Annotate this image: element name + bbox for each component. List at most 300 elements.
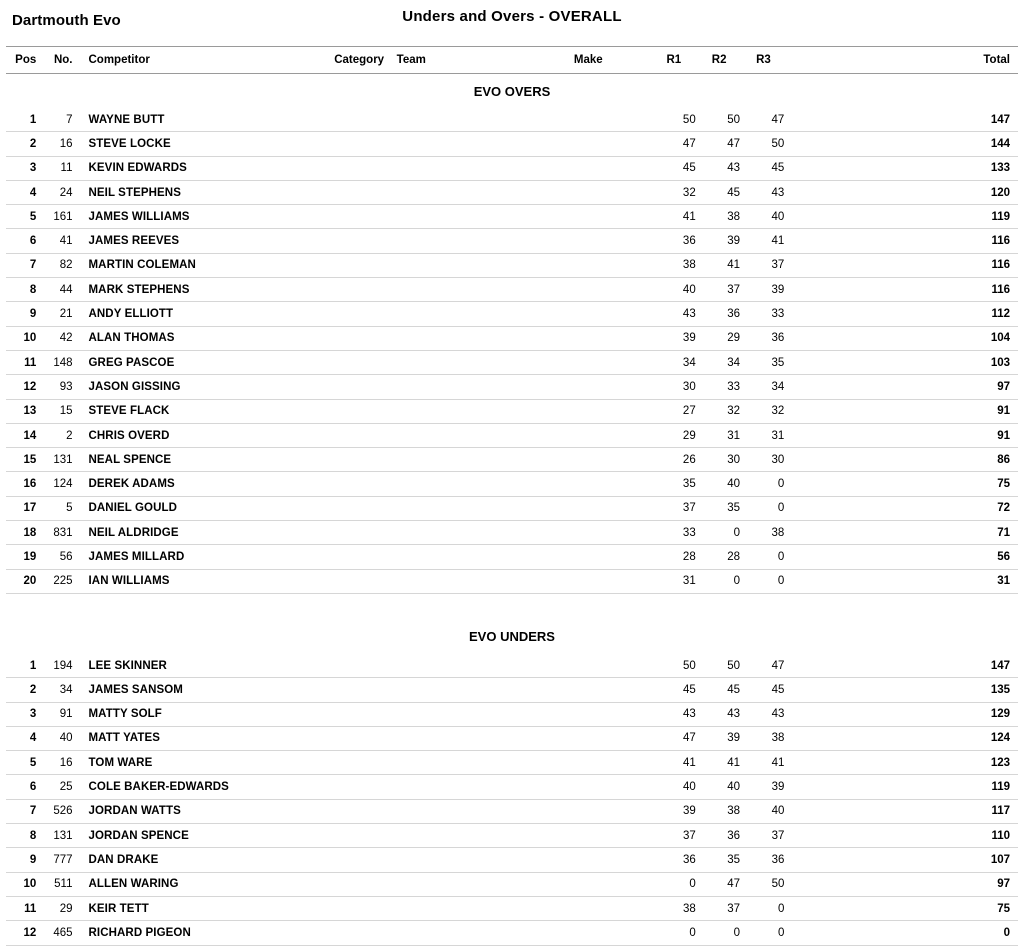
score-r3: 41 (752, 751, 796, 775)
score-r3: 0 (752, 496, 796, 520)
row-spacer (796, 848, 947, 872)
row-spacer (796, 108, 947, 132)
score-r3: 43 (752, 702, 796, 726)
score-total: 107 (947, 848, 1018, 872)
row-spacer (796, 654, 947, 678)
competitor-make (574, 132, 663, 156)
score-r2: 41 (708, 751, 752, 775)
score-r1: 33 (662, 521, 707, 545)
competitor-number: 526 (44, 799, 82, 823)
competitor-make (574, 375, 663, 399)
table-row (6, 654, 1018, 678)
competitor-make (574, 326, 663, 350)
result-position: 7 (6, 799, 44, 823)
row-spacer (796, 726, 947, 750)
table-row (6, 496, 1018, 520)
competitor-category (334, 156, 396, 180)
score-r3: 36 (752, 848, 796, 872)
table-row (6, 872, 1018, 896)
competitor-name: NEIL STEPHENS (83, 180, 335, 204)
score-total: 112 (947, 302, 1018, 326)
table-row (6, 180, 1018, 204)
score-r2: 45 (708, 180, 752, 204)
competitor-team (397, 326, 574, 350)
competitor-number: 16 (44, 751, 82, 775)
result-position: 11 (6, 896, 44, 920)
competitor-make (574, 726, 663, 750)
score-total: 97 (947, 375, 1018, 399)
competitor-number: 16 (44, 132, 82, 156)
competitor-name: GREG PASCOE (83, 350, 335, 374)
table-row (6, 399, 1018, 423)
score-r1: 32 (662, 180, 707, 204)
score-r1: 36 (662, 848, 707, 872)
row-spacer (796, 921, 947, 945)
competitor-number: 124 (44, 472, 82, 496)
row-spacer (796, 824, 947, 848)
row-spacer (796, 302, 947, 326)
score-total: 71 (947, 521, 1018, 545)
competitor-category (334, 702, 396, 726)
score-r3: 38 (752, 726, 796, 750)
table-row (6, 702, 1018, 726)
competitor-team (397, 423, 574, 447)
competitor-team (397, 726, 574, 750)
row-spacer (796, 545, 947, 569)
row-spacer (796, 472, 947, 496)
table-row (6, 302, 1018, 326)
score-r3: 31 (752, 423, 796, 447)
section-title: EVO UNDERS (469, 629, 555, 645)
competitor-make (574, 229, 663, 253)
result-position: 15 (6, 448, 44, 472)
column-header-make: Make (573, 54, 603, 66)
score-r1: 50 (662, 108, 707, 132)
section-title: EVO OVERS (473, 83, 551, 99)
competitor-number: 225 (44, 569, 82, 593)
competitor-category (334, 205, 396, 229)
competitor-name: ALAN THOMAS (83, 326, 335, 350)
table-row (6, 896, 1018, 920)
row-spacer (796, 448, 947, 472)
result-position: 11 (6, 350, 44, 374)
competitor-name: CHRIS OVERD (83, 423, 335, 447)
competitor-number: 465 (44, 921, 82, 945)
competitor-make (574, 180, 663, 204)
competitor-category (334, 229, 396, 253)
result-position: 18 (6, 521, 44, 545)
competitor-category (334, 472, 396, 496)
result-position: 14 (6, 423, 44, 447)
competitor-name: DAN DRAKE (83, 848, 335, 872)
column-header-spacer (796, 47, 947, 74)
result-position: 3 (6, 702, 44, 726)
competitor-name: JAMES REEVES (83, 229, 335, 253)
competitor-category (334, 350, 396, 374)
competitor-category (334, 824, 396, 848)
result-position: 12 (6, 375, 44, 399)
competitor-number: 42 (44, 326, 82, 350)
score-r2: 39 (708, 726, 752, 750)
competitor-team (397, 872, 574, 896)
score-r2: 45 (708, 678, 752, 702)
score-r3: 47 (752, 654, 796, 678)
row-spacer (796, 180, 947, 204)
score-r3: 32 (752, 399, 796, 423)
result-position: 5 (6, 751, 44, 775)
competitor-name: NEIL ALDRIDGE (83, 521, 335, 545)
score-r1: 27 (662, 399, 707, 423)
competitor-team (397, 180, 574, 204)
competitor-number: 511 (44, 872, 82, 896)
row-spacer (796, 229, 947, 253)
competitor-category (334, 326, 396, 350)
competitor-team (397, 775, 574, 799)
result-position: 3 (6, 156, 44, 180)
competitor-category (334, 423, 396, 447)
score-r3: 45 (752, 156, 796, 180)
section-spacer (6, 593, 1018, 620)
row-spacer (796, 132, 947, 156)
row-spacer (796, 799, 947, 823)
row-spacer (796, 253, 947, 277)
competitor-number: 41 (44, 229, 82, 253)
competitor-name: NEAL SPENCE (83, 448, 335, 472)
competitor-category (334, 896, 396, 920)
score-r1: 26 (662, 448, 707, 472)
score-r2: 33 (708, 375, 752, 399)
row-spacer (796, 896, 947, 920)
competitor-number: 161 (44, 205, 82, 229)
result-position: 8 (6, 824, 44, 848)
competitor-category (334, 726, 396, 750)
score-r2: 36 (708, 302, 752, 326)
competitor-team (397, 375, 574, 399)
competitor-team (397, 156, 574, 180)
competitor-name: TOM WARE (83, 751, 335, 775)
competitor-team (397, 896, 574, 920)
column-header-competitor: Competitor (88, 54, 150, 66)
column-header-r2: R2 (711, 54, 727, 66)
competitor-make (574, 775, 663, 799)
section-table (6, 620, 1018, 946)
competitor-category (334, 253, 396, 277)
competitor-name: MATTY SOLF (83, 702, 335, 726)
table-row (6, 824, 1018, 848)
competitor-name: DANIEL GOULD (83, 496, 335, 520)
document-header (6, 0, 1018, 46)
competitor-category (334, 302, 396, 326)
competitor-category (334, 278, 396, 302)
competitor-team (397, 654, 574, 678)
results-sections (6, 74, 1018, 946)
competitor-team (397, 702, 574, 726)
competitor-make (574, 799, 663, 823)
score-total: 91 (947, 423, 1018, 447)
competitor-team (397, 350, 574, 374)
column-header-team: Team (396, 54, 426, 66)
results-body (6, 47, 1018, 75)
page-title: Unders and Overs - OVERALL (402, 8, 622, 25)
column-header-no: No. (53, 54, 73, 66)
table-row (6, 278, 1018, 302)
competitor-name: MATT YATES (83, 726, 335, 750)
competitor-category (334, 399, 396, 423)
competitor-name: JORDAN SPENCE (83, 824, 335, 848)
score-total: 123 (947, 751, 1018, 775)
competitor-number: 82 (44, 253, 82, 277)
section-table (6, 74, 1018, 620)
competitor-name: JAMES MILLARD (83, 545, 335, 569)
score-r2: 37 (708, 896, 752, 920)
score-total: 119 (947, 205, 1018, 229)
score-r3: 0 (752, 896, 796, 920)
result-position: 13 (6, 399, 44, 423)
competitor-category (334, 496, 396, 520)
score-r1: 41 (662, 751, 707, 775)
competitor-team (397, 108, 574, 132)
competitor-number: 29 (44, 896, 82, 920)
score-r2: 50 (708, 108, 752, 132)
score-r2: 43 (708, 156, 752, 180)
competitor-make (574, 253, 663, 277)
score-r3: 50 (752, 872, 796, 896)
competitor-number: 7 (44, 108, 82, 132)
competitor-category (334, 569, 396, 593)
results-table (6, 46, 1018, 74)
competitor-name: KEVIN EDWARDS (83, 156, 335, 180)
result-position: 9 (6, 848, 44, 872)
score-total: 147 (947, 654, 1018, 678)
competitor-team (397, 448, 574, 472)
competitor-category (334, 654, 396, 678)
competitor-team (397, 399, 574, 423)
score-r1: 28 (662, 545, 707, 569)
score-r3: 35 (752, 350, 796, 374)
score-r1: 39 (662, 799, 707, 823)
score-r1: 38 (662, 896, 707, 920)
score-r2: 39 (708, 229, 752, 253)
row-spacer (796, 423, 947, 447)
competitor-category (334, 521, 396, 545)
competitor-team (397, 569, 574, 593)
competitor-team (397, 496, 574, 520)
score-r1: 37 (662, 496, 707, 520)
competitor-make (574, 678, 663, 702)
score-total: 56 (947, 545, 1018, 569)
score-r2: 29 (708, 326, 752, 350)
competitor-category (334, 921, 396, 945)
result-position: 4 (6, 726, 44, 750)
competitor-make (574, 848, 663, 872)
score-r3: 40 (752, 205, 796, 229)
competitor-number: 44 (44, 278, 82, 302)
competitor-name: STEVE FLACK (83, 399, 335, 423)
competitor-name: STEVE LOCKE (83, 132, 335, 156)
competitor-number: 15 (44, 399, 82, 423)
competitor-name: MARK STEPHENS (83, 278, 335, 302)
score-r1: 47 (662, 132, 707, 156)
score-r1: 0 (662, 872, 707, 896)
column-header-total: Total (983, 54, 1010, 66)
score-r2: 0 (708, 521, 752, 545)
competitor-category (334, 545, 396, 569)
row-spacer (796, 872, 947, 896)
competitor-make (574, 472, 663, 496)
score-total: 75 (947, 896, 1018, 920)
competitor-team (397, 799, 574, 823)
result-position: 12 (6, 921, 44, 945)
score-r2: 38 (708, 799, 752, 823)
competitor-name: ANDY ELLIOTT (83, 302, 335, 326)
competitor-category (334, 848, 396, 872)
score-r3: 39 (752, 278, 796, 302)
table-row (6, 253, 1018, 277)
result-position: 10 (6, 872, 44, 896)
row-spacer (796, 326, 947, 350)
table-row (6, 775, 1018, 799)
score-r3: 37 (752, 824, 796, 848)
score-r2: 34 (708, 350, 752, 374)
row-spacer (796, 521, 947, 545)
result-position: 17 (6, 496, 44, 520)
table-row (6, 156, 1018, 180)
table-row (6, 108, 1018, 132)
competitor-team (397, 678, 574, 702)
column-header-r1: R1 (666, 54, 682, 66)
competitor-team (397, 205, 574, 229)
competitor-name: JAMES WILLIAMS (83, 205, 335, 229)
score-r1: 47 (662, 726, 707, 750)
score-r1: 31 (662, 569, 707, 593)
competitor-make (574, 545, 663, 569)
score-r2: 38 (708, 205, 752, 229)
competitor-make (574, 521, 663, 545)
table-row (6, 799, 1018, 823)
score-r1: 34 (662, 350, 707, 374)
table-row (6, 848, 1018, 872)
row-spacer (796, 156, 947, 180)
competitor-number: 131 (44, 448, 82, 472)
competitor-name: JAMES SANSOM (83, 678, 335, 702)
competitor-name: MARTIN COLEMAN (83, 253, 335, 277)
result-position: 9 (6, 302, 44, 326)
result-position: 6 (6, 229, 44, 253)
result-position: 20 (6, 569, 44, 593)
column-header-pos: Pos (15, 54, 37, 66)
score-total: 144 (947, 132, 1018, 156)
table-row (6, 751, 1018, 775)
competitor-make (574, 824, 663, 848)
score-r3: 41 (752, 229, 796, 253)
competitor-make (574, 156, 663, 180)
score-total: 103 (947, 350, 1018, 374)
competitor-number: 11 (44, 156, 82, 180)
score-r3: 37 (752, 253, 796, 277)
score-r3: 0 (752, 545, 796, 569)
competitor-make (574, 751, 663, 775)
competitor-category (334, 132, 396, 156)
table-row (6, 375, 1018, 399)
table-row (6, 448, 1018, 472)
competitor-team (397, 253, 574, 277)
column-header-row (6, 47, 1018, 74)
score-r1: 45 (662, 678, 707, 702)
score-total: 135 (947, 678, 1018, 702)
score-r2: 31 (708, 423, 752, 447)
score-r3: 39 (752, 775, 796, 799)
section-title-row (6, 74, 1018, 108)
score-r1: 0 (662, 921, 707, 945)
result-position: 6 (6, 775, 44, 799)
score-total: 117 (947, 799, 1018, 823)
score-r3: 34 (752, 375, 796, 399)
competitor-number: 40 (44, 726, 82, 750)
competitor-category (334, 448, 396, 472)
score-r1: 50 (662, 654, 707, 678)
score-r3: 43 (752, 180, 796, 204)
row-spacer (796, 278, 947, 302)
row-spacer (796, 678, 947, 702)
row-spacer (796, 496, 947, 520)
row-spacer (796, 205, 947, 229)
score-r2: 47 (708, 132, 752, 156)
section-title-row (6, 620, 1018, 654)
competitor-team (397, 848, 574, 872)
competitor-team (397, 921, 574, 945)
competitor-make (574, 569, 663, 593)
table-row (6, 726, 1018, 750)
table-row (6, 326, 1018, 350)
result-position: 8 (6, 278, 44, 302)
score-r1: 35 (662, 472, 707, 496)
score-r1: 41 (662, 205, 707, 229)
competitor-number: 131 (44, 824, 82, 848)
result-position: 5 (6, 205, 44, 229)
competitor-category (334, 108, 396, 132)
score-r3: 45 (752, 678, 796, 702)
row-spacer (796, 350, 947, 374)
score-r1: 30 (662, 375, 707, 399)
score-r2: 35 (708, 848, 752, 872)
score-total: 147 (947, 108, 1018, 132)
score-r2: 28 (708, 545, 752, 569)
competitor-category (334, 751, 396, 775)
score-total: 104 (947, 326, 1018, 350)
competitor-make (574, 302, 663, 326)
score-r2: 0 (708, 569, 752, 593)
competitor-number: 5 (44, 496, 82, 520)
competitor-make (574, 205, 663, 229)
competitor-category (334, 872, 396, 896)
score-r1: 37 (662, 824, 707, 848)
column-header-category: Category (334, 54, 385, 66)
score-r2: 32 (708, 399, 752, 423)
table-row (6, 521, 1018, 545)
row-spacer (796, 399, 947, 423)
score-r1: 43 (662, 702, 707, 726)
score-r3: 38 (752, 521, 796, 545)
score-r3: 0 (752, 921, 796, 945)
competitor-number: 148 (44, 350, 82, 374)
score-total: 116 (947, 253, 1018, 277)
score-r2: 43 (708, 702, 752, 726)
score-r2: 50 (708, 654, 752, 678)
competitor-make (574, 872, 663, 896)
competitor-name: RICHARD PIGEON (83, 921, 335, 945)
score-total: 91 (947, 399, 1018, 423)
competitor-team (397, 229, 574, 253)
